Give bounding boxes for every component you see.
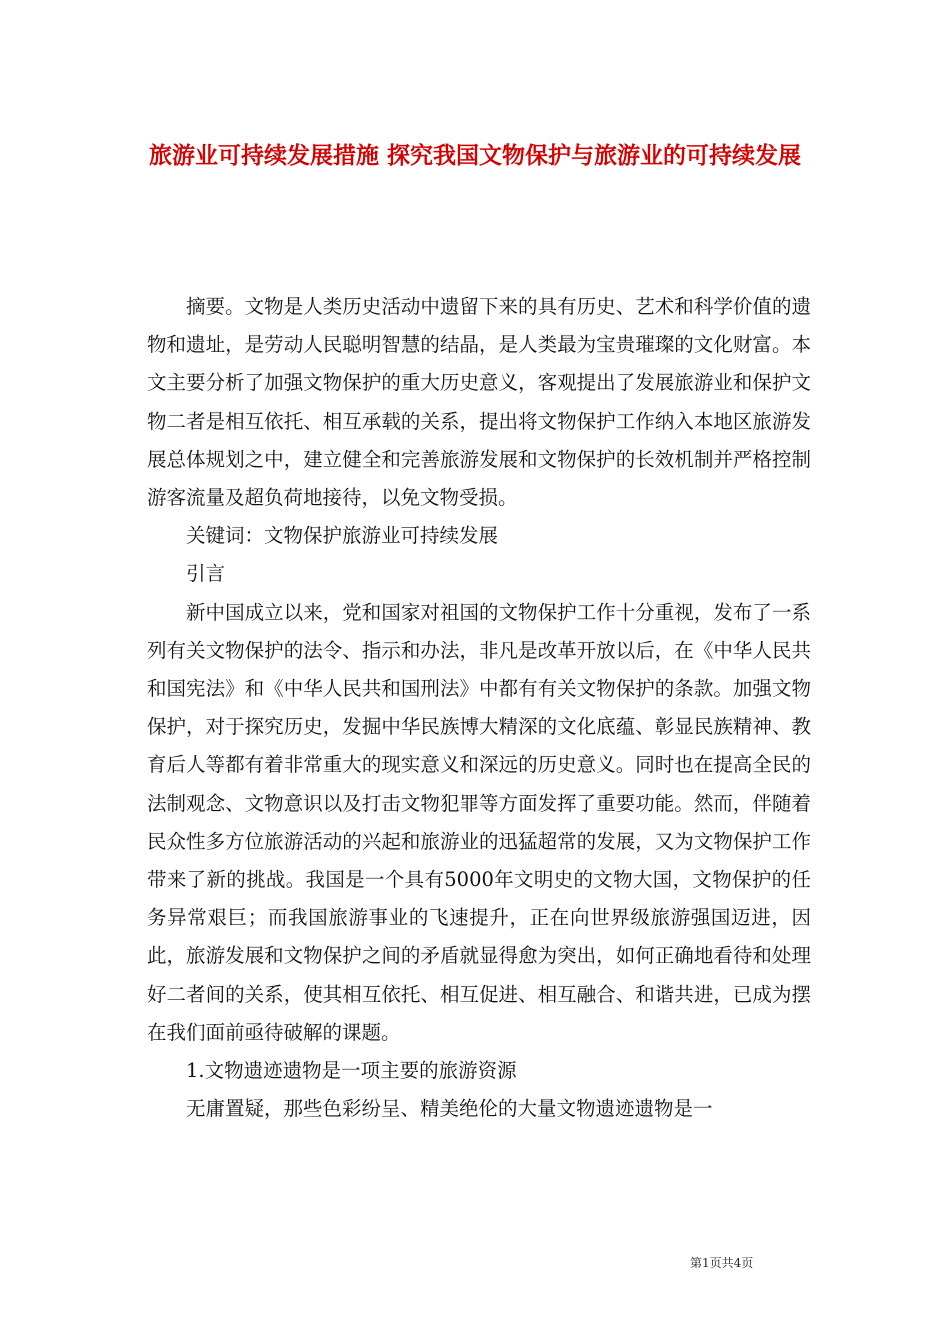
abstract-paragraph: 摘要。文物是人类历史活动中遗留下来的具有历史、艺术和科学价值的遗物和遗址，是劳动人民聪明智慧的结晶，是人类最为宝贵璀璨的文化财富。本文主要分析了加强文物保护的重大历史意义，客观提出了发展旅游业和保护文物二者是相互依托、相互承载的关系，提出将文物保护工作纳入本地区旅游发展总体规划之中，建立健全和完善旅游发展和文物保护的长效机制并严格控制游客流量及超负荷地接待，以免文物受损。 — [147, 295, 811, 510]
document-body — [147, 288, 811, 1128]
introduction-heading: 引言 — [186, 562, 226, 586]
document-title: 旅游业可持续发展措施 探究我国文物保护与旅游业的可持续发展 — [148, 142, 801, 169]
introduction-paragraph: 新中国成立以来，党和国家对祖国的文物保护工作十分重视，发布了一系列有关文物保护的法令、指示和办法，非凡是改革开放以后，在《中华人民共和国宪法》和《中华人民共和国刑法》中都有有关文物保护的条款。加强文物保护，对于探究历史，发掘中华民族博大精深的文化底蕴、彰显民族精神、教育后人等都有着非常重大的现实意义和深远的历史意义。同时也在提高全民的法制观念、文物意识以及打击文物犯罪等方面发挥了重要功能。然而，伴随着民众性多方位旅游活动的兴起和旅游业的迅猛超常的发展，又为文物保护工作带来了新的挑战。我国是一个具有5000年文明史的文物大国，文物保护的任务异常艰巨；而我国旅游事业的飞速提升，正在向世界级旅游强国迈进，因此，旅游发展和文物保护之间的矛盾就显得愈为突出，如何正确地看待和处理好二者间的关系，使其相互依托、相互促进、相互融合、和谐共进，已成为摆在我们面前亟待破解的课题。 — [147, 600, 811, 1044]
keywords-paragraph: 关键词：文物保护旅游业可持续发展 — [186, 524, 499, 548]
section-1-paragraph: 无庸置疑，那些色彩纷呈、精美绝伦的大量文物遗迹遗物是一 — [186, 1097, 713, 1121]
section-1-heading: 1.文物遗迹遗物是一项主要的旅游资源 — [186, 1059, 517, 1083]
page-number-footer: 第1页共4页 — [690, 1256, 754, 1270]
